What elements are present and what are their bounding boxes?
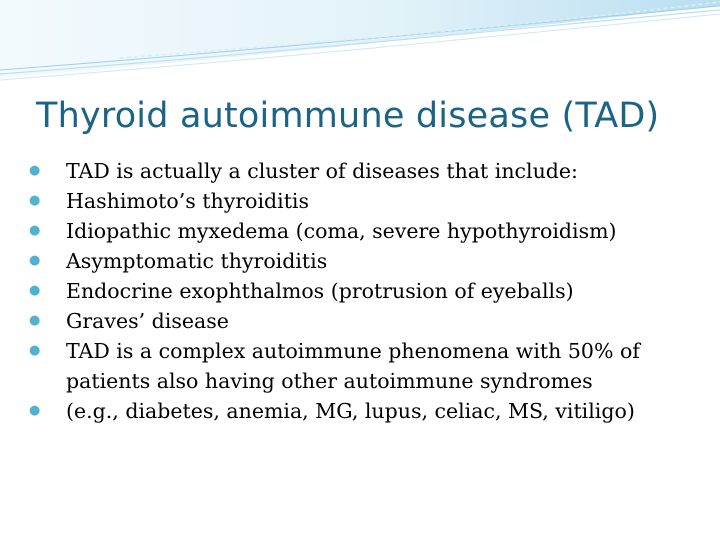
list-item bbox=[20, 216, 710, 246]
bullet-text: (e.g., diabetes, anemia, MG, lupus, celiac, MS, vitiligo) bbox=[66, 399, 635, 423]
bullet-list bbox=[20, 156, 710, 426]
list-item bbox=[20, 396, 710, 426]
slide-title: Thyroid autoimmune disease (TAD) bbox=[36, 96, 660, 136]
bullet-dot-icon: ● bbox=[29, 193, 41, 208]
bullet-dot-icon: ● bbox=[29, 403, 41, 418]
bullet-dot-icon: ● bbox=[29, 313, 41, 328]
bullet-text: Endocrine exophthalmos (protrusion of eyeballs) bbox=[66, 279, 574, 303]
bullet-text: Asymptomatic thyroiditis bbox=[66, 249, 328, 273]
bullet-text: TAD is actually a cluster of diseases that include: bbox=[66, 159, 578, 183]
list-item bbox=[20, 186, 710, 216]
list-item bbox=[20, 336, 710, 396]
list-item bbox=[20, 156, 710, 186]
bullet-text: TAD is a complex autoimmune phenomena with 50% of patients also having other autoimmune syndromes bbox=[66, 339, 640, 393]
list-item bbox=[20, 306, 710, 336]
list-item bbox=[20, 246, 710, 276]
bullet-dot-icon: ● bbox=[29, 223, 41, 238]
bullet-dot-icon: ● bbox=[29, 343, 41, 358]
bullet-text: Idiopathic myxedema (coma, severe hypothyroidism) bbox=[66, 219, 617, 243]
list-item bbox=[20, 276, 710, 306]
bullet-dot-icon: ● bbox=[29, 253, 41, 268]
bullet-text: Hashimoto’s thyroiditis bbox=[66, 189, 310, 213]
bullet-dot-icon: ● bbox=[29, 283, 41, 298]
bullet-text: Graves’ disease bbox=[66, 309, 229, 333]
bullet-dot-icon: ● bbox=[29, 163, 41, 178]
decorative-wave-banner bbox=[0, 0, 720, 90]
